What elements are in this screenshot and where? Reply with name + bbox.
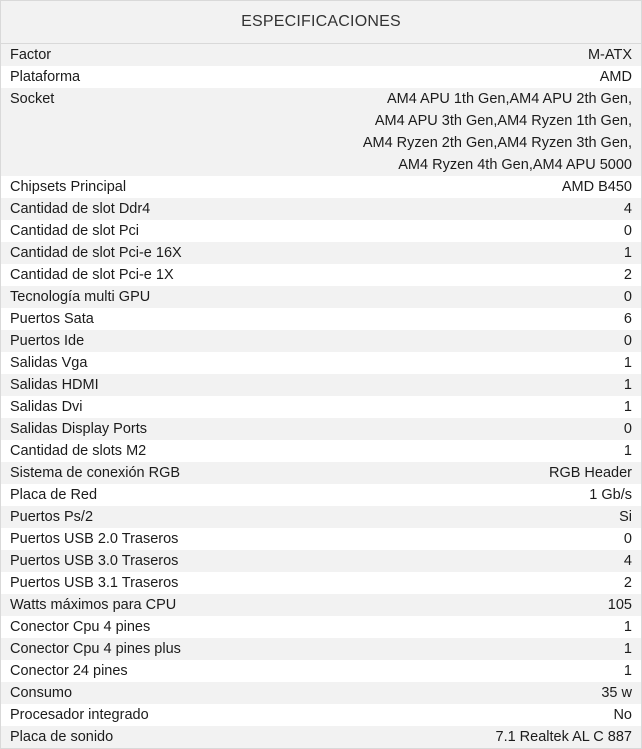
spec-label: Puertos USB 2.0 Traseros	[1, 528, 339, 550]
spec-label: Sistema de conexión RGB	[1, 462, 339, 484]
spec-row-procesador-integrado	[1, 704, 641, 726]
spec-row-multi-gpu	[1, 286, 641, 308]
spec-row-usb30	[1, 550, 641, 572]
spec-label: Cantidad de slot Pci-e 1X	[1, 264, 339, 286]
spec-value: 2	[339, 572, 641, 594]
spec-row-24-pines	[1, 660, 641, 682]
spec-row-cpu-4-pines	[1, 616, 641, 638]
spec-row-rgb	[1, 462, 641, 484]
spec-value: 1	[339, 660, 641, 682]
spec-label: Conector Cpu 4 pines	[1, 616, 339, 638]
spec-value: 4	[339, 198, 641, 220]
spec-value: 1	[339, 352, 641, 374]
spec-label: Salidas Dvi	[1, 396, 339, 418]
spec-label: Chipsets Principal	[1, 176, 339, 198]
spec-value: 4	[339, 550, 641, 572]
spec-row-puertos-ide	[1, 330, 641, 352]
spec-value-line: AM4 Ryzen 4th Gen,AM4 APU 5000	[398, 157, 632, 173]
spec-value-line: AM4 APU 3th Gen,AM4 Ryzen 1th Gen,	[374, 113, 632, 129]
spec-row-plataforma	[1, 66, 641, 88]
spec-label: Placa de sonido	[1, 726, 339, 748]
spec-value: 1	[339, 374, 641, 396]
spec-label: Placa de Red	[1, 484, 339, 506]
spec-value: 7.1 Realtek AL C 887	[339, 726, 641, 748]
spec-value: AMD B450	[339, 176, 641, 198]
spec-value	[339, 88, 641, 176]
spec-value-line: AM4 APU 1th Gen,AM4 APU 2th Gen,	[386, 91, 632, 107]
spec-row-usb20	[1, 528, 641, 550]
spec-label: Salidas Vga	[1, 352, 339, 374]
spec-row-salidas-dvi	[1, 396, 641, 418]
specifications-table	[1, 44, 641, 748]
spec-label: Puertos Sata	[1, 308, 339, 330]
spec-label: Puertos USB 3.0 Traseros	[1, 550, 339, 572]
spec-row-display-ports	[1, 418, 641, 440]
spec-label: Cantidad de slot Ddr4	[1, 198, 339, 220]
spec-value: 0	[339, 418, 641, 440]
spec-label: Watts máximos para CPU	[1, 594, 339, 616]
spec-row-slot-pci	[1, 220, 641, 242]
spec-value: 1 Gb/s	[339, 484, 641, 506]
spec-row-slot-ddr4	[1, 198, 641, 220]
spec-row-placa-de-sonido	[1, 726, 641, 748]
spec-value: M-ATX	[339, 44, 641, 66]
spec-label: Salidas Display Ports	[1, 418, 339, 440]
spec-label: Plataforma	[1, 66, 339, 88]
spec-value: 2	[339, 264, 641, 286]
spec-row-salidas-vga	[1, 352, 641, 374]
spec-label: Cantidad de slot Pci	[1, 220, 339, 242]
spec-row-watts-cpu	[1, 594, 641, 616]
spec-value: 0	[339, 220, 641, 242]
spec-row-usb31	[1, 572, 641, 594]
spec-label: Factor	[1, 44, 339, 66]
spec-label: Cantidad de slot Pci-e 16X	[1, 242, 339, 264]
spec-row-puertos-sata	[1, 308, 641, 330]
spec-label: Socket	[1, 88, 339, 176]
specifications-table-body	[1, 44, 641, 748]
spec-value: RGB Header	[339, 462, 641, 484]
spec-value: No	[339, 704, 641, 726]
spec-row-ps2	[1, 506, 641, 528]
spec-row-socket	[1, 88, 641, 176]
spec-label: Puertos USB 3.1 Traseros	[1, 572, 339, 594]
spec-value: 6	[339, 308, 641, 330]
spec-row-slot-pcie-16x	[1, 242, 641, 264]
spec-value: 0	[339, 330, 641, 352]
spec-row-placa-de-red	[1, 484, 641, 506]
spec-value: 1	[339, 616, 641, 638]
spec-label: Salidas HDMI	[1, 374, 339, 396]
spec-row-chipsets-principal	[1, 176, 641, 198]
spec-label: Cantidad de slots M2	[1, 440, 339, 462]
spec-label: Puertos Ps/2	[1, 506, 339, 528]
spec-row-slot-pcie-1x	[1, 264, 641, 286]
spec-value: 0	[339, 528, 641, 550]
spec-value: Si	[339, 506, 641, 528]
spec-label: Consumo	[1, 682, 339, 704]
spec-value: 105	[339, 594, 641, 616]
spec-label: Puertos Ide	[1, 330, 339, 352]
spec-value: 1	[339, 242, 641, 264]
spec-row-cpu-4-pines-plus	[1, 638, 641, 660]
spec-value: 1	[339, 440, 641, 462]
spec-value: AMD	[339, 66, 641, 88]
specifications-title: ESPECIFICACIONES	[1, 1, 641, 44]
spec-row-factor	[1, 44, 641, 66]
spec-label: Tecnología multi GPU	[1, 286, 339, 308]
spec-label: Conector Cpu 4 pines plus	[1, 638, 339, 660]
spec-row-slots-m2	[1, 440, 641, 462]
spec-value: 0	[339, 286, 641, 308]
spec-value: 35 w	[339, 682, 641, 704]
spec-value: 1	[339, 396, 641, 418]
spec-label: Conector 24 pines	[1, 660, 339, 682]
spec-row-consumo	[1, 682, 641, 704]
spec-row-salidas-hdmi	[1, 374, 641, 396]
spec-value: 1	[339, 638, 641, 660]
spec-label: Procesador integrado	[1, 704, 339, 726]
spec-value-line: AM4 Ryzen 2th Gen,AM4 Ryzen 3th Gen,	[362, 135, 632, 151]
